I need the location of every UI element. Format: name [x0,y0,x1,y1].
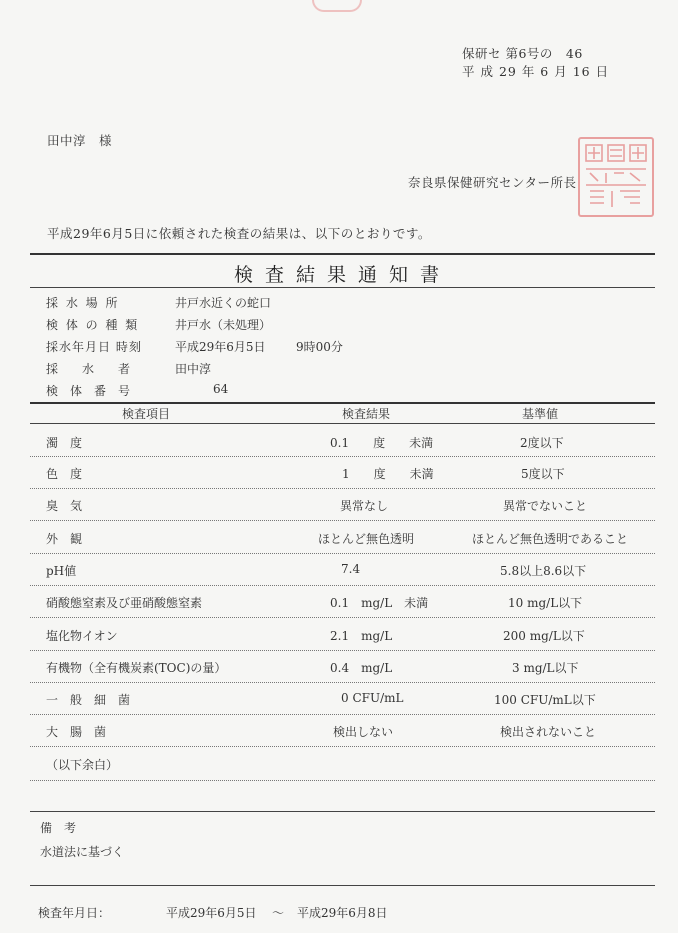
table-cell-standard: 5.8以上8.6以下 [500,564,587,578]
table-cell-item: 臭 気 [46,499,83,513]
sample-info-label: 採 水 者 [46,362,131,376]
table-cell-standard: 2度以下 [520,436,564,450]
title-top-rule [30,253,655,255]
table-cell-item: 大 腸 菌 [46,725,107,739]
sample-info-label: 検 体 の 種 類 [46,318,140,332]
period-top-rule [30,885,655,886]
official-seal-stamp [578,137,654,217]
table-cell-item: 有機物（全有機炭素(TOC)の量） [46,661,227,675]
sample-info-value: 64 [213,382,229,396]
table-cell-result: 異常なし [340,499,389,513]
table-cell-item: 塩化物イオン [46,629,118,643]
table-cell-result: 7.4 [341,562,361,576]
remarks-label: 備 考 [40,821,77,835]
table-cell-standard: 100 CFU/mL以下 [494,693,596,707]
title-bottom-rule [30,287,655,288]
table-cell-result: 0.1 mg/L 未満 [330,596,429,610]
table-cell-result: ほとんど無色透明 [318,532,415,546]
table-cell-item: pH値 [46,564,77,578]
document-title: 検査結果通知書 [233,264,451,286]
remarks-text: 水道法に基づく [40,845,125,859]
sample-info-label: 採 水 場 所 [46,296,120,310]
row-separator [30,520,655,521]
table-cell-item: 硝酸態窒素及び亜硝酸態窒素 [46,596,203,610]
document-number: 保研セ 第6号の 46 [462,46,583,61]
row-separator [30,650,655,651]
row-separator [30,488,655,489]
table-cell-standard: 10 mg/L以下 [508,596,583,610]
sample-info-label: 採水年月日 時刻 [46,340,142,354]
table-header-item: 検査項目 [122,407,171,421]
sample-info-label: 検 体 番 号 [46,384,131,398]
table-cell-standard: 異常でないこと [503,499,588,513]
table-remainder-note: （以下余白） [46,758,119,772]
table-header-standard: 基準値 [522,407,559,421]
inspection-start-date: 平成29年6月5日 [166,906,257,920]
table-cell-standard: 200 mg/L以下 [503,629,585,643]
table-header-result: 検査結果 [342,407,391,421]
sample-info-value: 平成29年6月5日 [175,340,266,354]
table-top-rule [30,402,655,404]
sample-info-value: 井戸水近くの蛇口 [175,296,272,310]
table-cell-result: 0.1 度 未満 [330,436,434,450]
remarks-top-rule [30,811,655,812]
table-header-rule [30,423,655,424]
inspection-end-date: 平成29年6月8日 [297,906,388,920]
period-separator: ～ [272,906,285,920]
row-separator [30,714,655,715]
table-cell-result: 2.1 mg/L [330,629,393,643]
row-separator [30,617,655,618]
table-cell-item: 色 度 [46,467,83,481]
table-cell-standard: 検出されないこと [500,725,597,739]
row-separator [30,585,655,586]
issuer-name: 奈良県保健研究センター所長 [408,175,577,190]
table-cell-result: 検出しない [333,725,394,739]
row-separator [30,780,655,781]
table-cell-result: 0 CFU/mL [341,691,404,705]
table-cell-standard: 5度以下 [521,467,565,481]
seal-glyph-pattern [580,139,652,215]
row-separator [30,553,655,554]
table-cell-result: 0.4 mg/L [330,661,393,675]
row-separator [30,746,655,747]
inspection-period-label: 検査年月日： [38,906,111,920]
row-separator [30,682,655,683]
red-stamp-fragment [312,0,362,12]
table-cell-standard: ほとんど無色透明であること [472,532,629,546]
table-cell-standard: 3 mg/L以下 [512,661,579,675]
sample-time-value: 9時00分 [296,340,343,354]
issue-date: 平 成 29 年 6 月 16 日 [462,64,610,79]
sample-info-value: 井戸水（未処理） [175,318,272,332]
table-cell-item: 外 観 [46,532,83,546]
sample-info-value: 田中淳 [175,362,212,376]
table-cell-item: 一 般 細 菌 [46,693,131,707]
table-cell-item: 濁 度 [46,436,83,450]
recipient-name: 田中淳 様 [47,133,113,148]
table-cell-result: 1 度 未満 [342,467,434,481]
row-separator [30,456,655,457]
intro-text: 平成29年6月5日に依頼された検査の結果は、以下のとおりです。 [47,226,431,241]
